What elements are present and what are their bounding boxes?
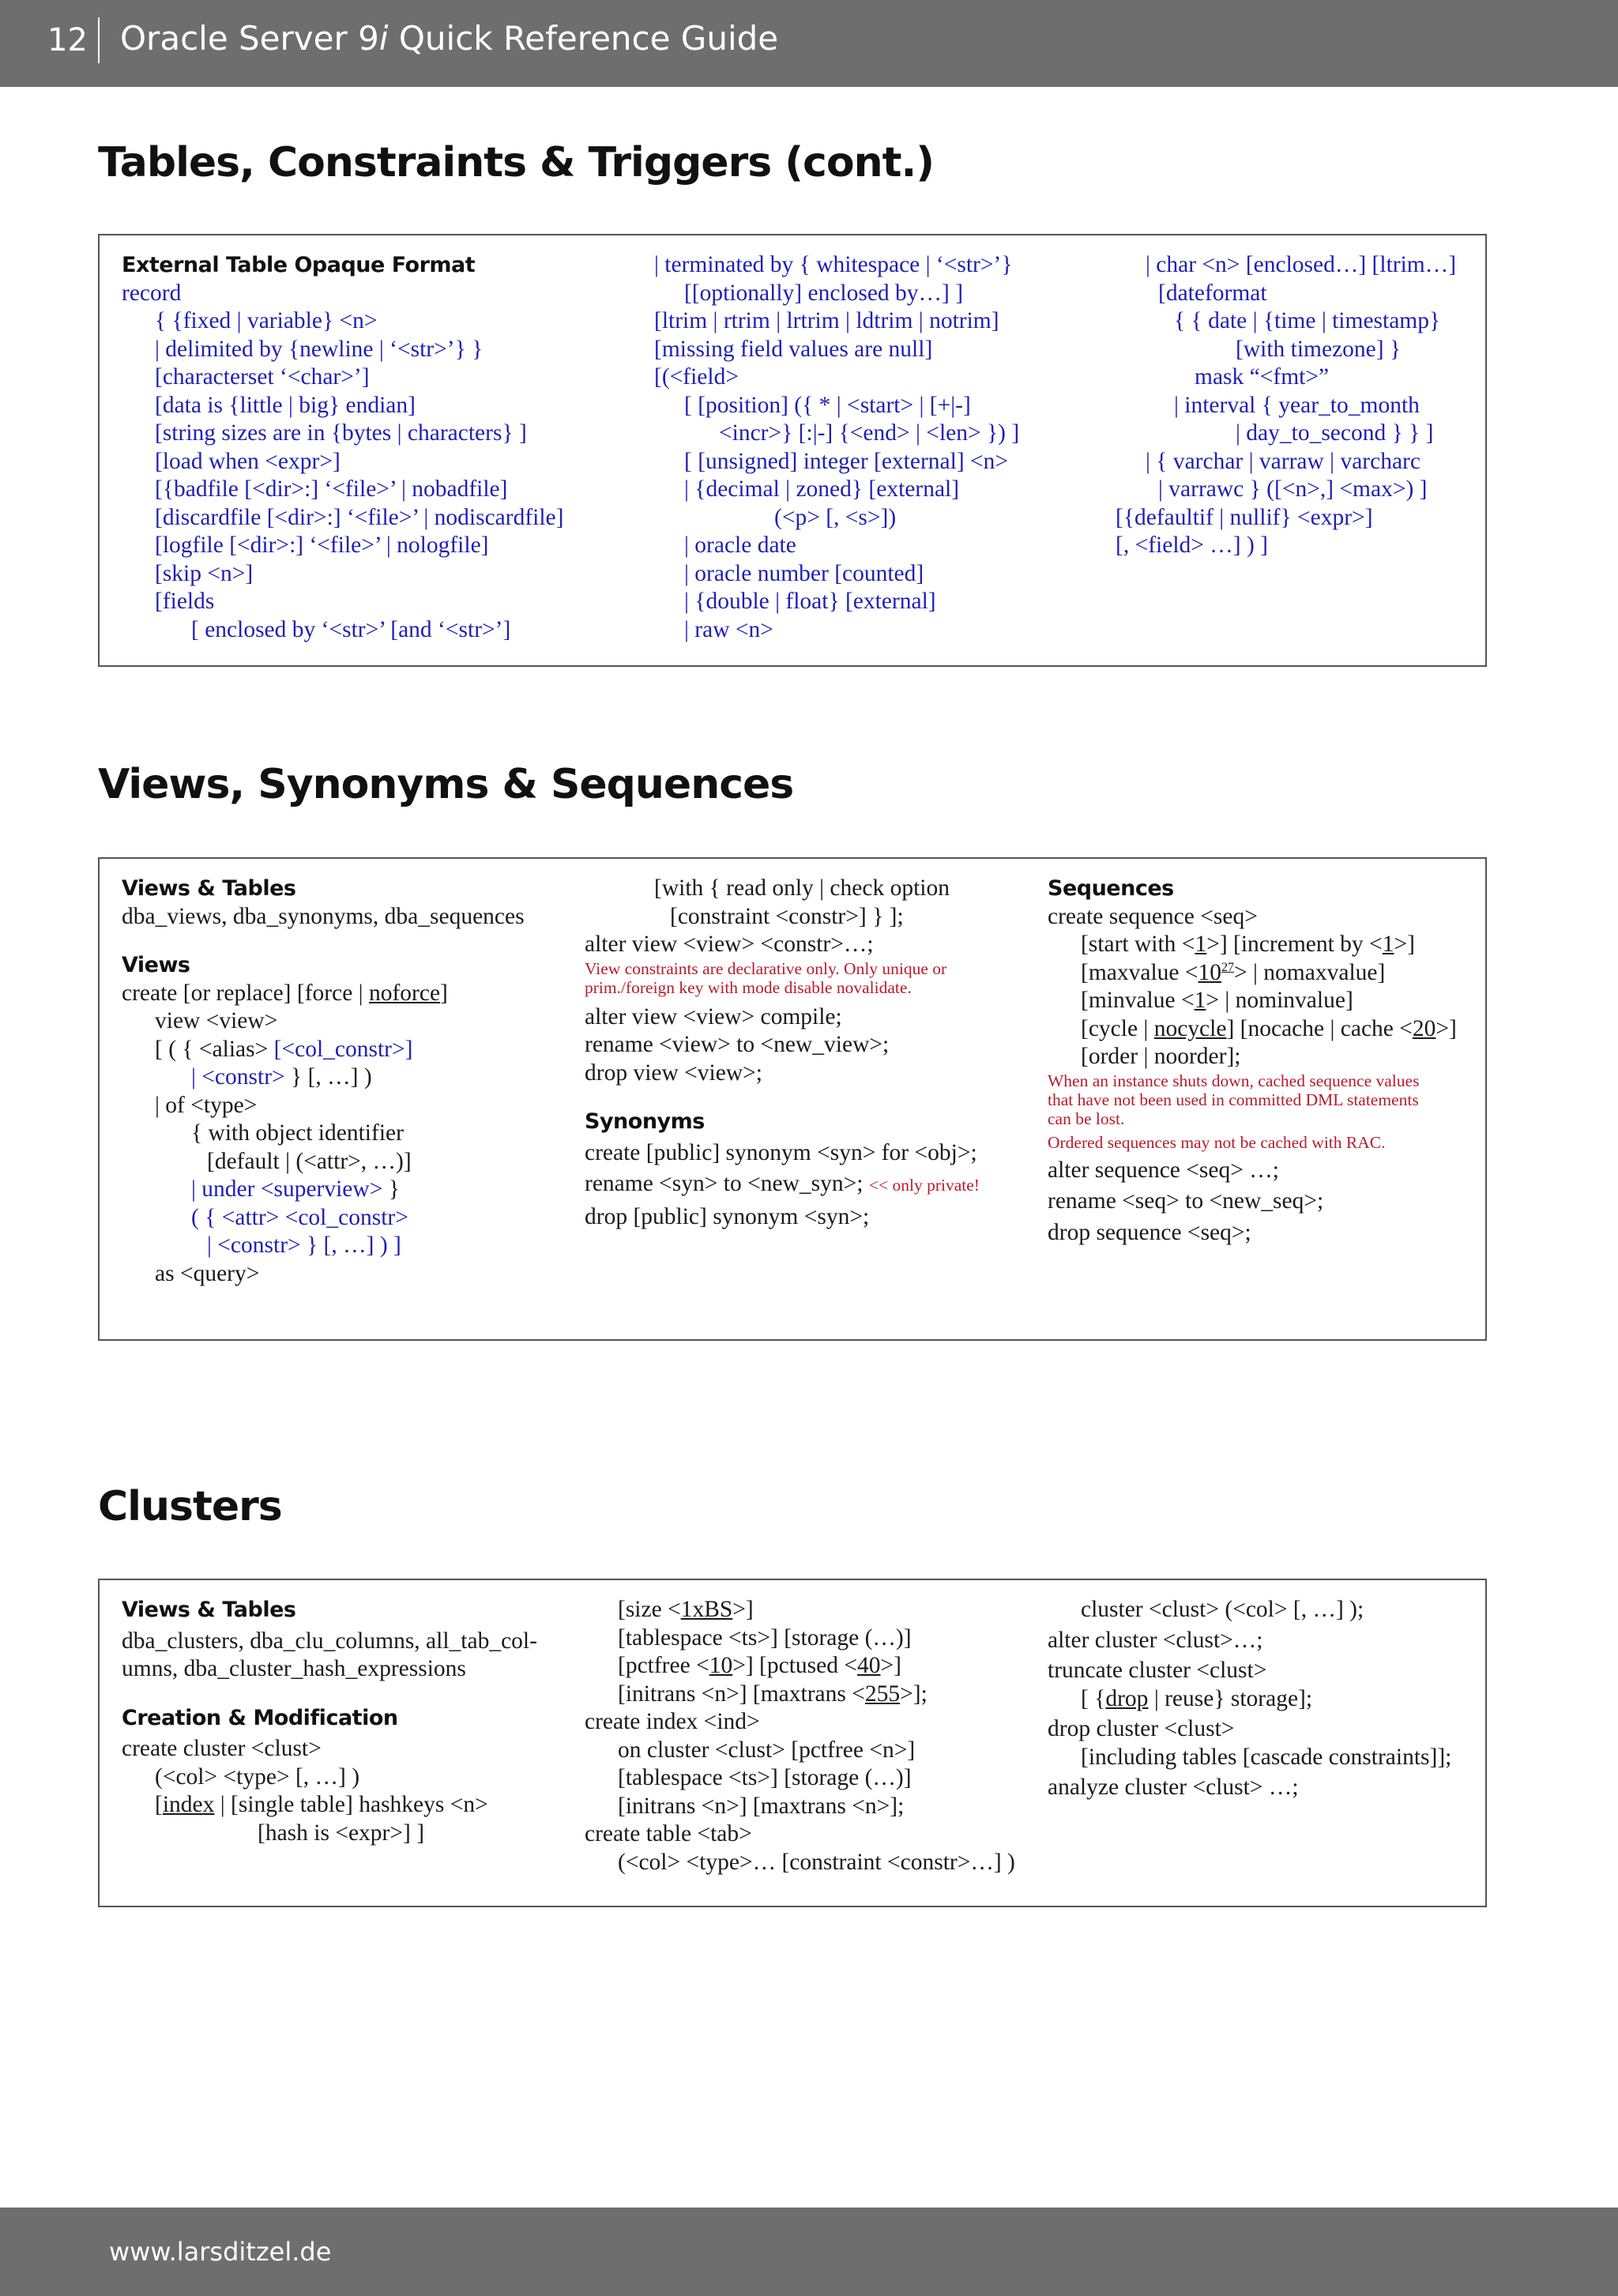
sequences-heading: Sequences [1048, 876, 1174, 901]
syntax-line: (<col> <type> [, …] ) [155, 1763, 360, 1790]
syntax-line: [index | [single table] hashkeys <n> [155, 1792, 488, 1817]
dictionary-views-text: dba_views, dba_synonyms, dba_sequences [122, 903, 525, 929]
syntax-line: [missing field values are null] [654, 336, 933, 362]
syntax-line: [start with <1>] [increment by <1>] [1081, 932, 1415, 957]
syntax-line: <incr>} [:|-] {<end> | <len> }) ] [719, 420, 1020, 446]
syntax-line: [initrans <n>] [maxtrans <255>]; [618, 1681, 928, 1707]
syntax-line: analyze cluster <clust> …; [1048, 1775, 1299, 1800]
syntax-line: [tablespace <ts>] [storage (…)] [618, 1765, 912, 1790]
clusters-col1 [122, 1596, 537, 1847]
opaque-format-col2 [654, 251, 1019, 644]
syntax-line: [ [unsigned] integer [external] <n> [684, 448, 1009, 474]
syntax-line: create [or replace] [force | noforce] [122, 980, 448, 1006]
syntax-line: [data is {little | big} endian] [155, 392, 416, 418]
syntax-line: [discardfile [<dir>:] ‘<file>’ | nodiscardfile] [155, 504, 564, 530]
views-col1 [122, 875, 525, 1288]
creation-modification-heading: Creation & Modification [122, 1705, 398, 1730]
syntax-line: [hash is <expr>] ] [258, 1820, 425, 1846]
syntax-line: | { varchar | varraw | varcharc [1146, 448, 1420, 474]
synonyms-heading: Synonyms [585, 1109, 705, 1134]
syntax-line: drop cluster <clust> [1048, 1716, 1235, 1741]
views-col2 [585, 875, 980, 1231]
syntax-line: alter cluster <clust>…; [1048, 1627, 1263, 1653]
opaque-format-col3 [1116, 251, 1456, 560]
syntax-line: [characterset ‘<char>’] [155, 364, 370, 390]
syntax-line: drop view <view>; [585, 1060, 762, 1086]
syntax-line: [including tables [cascade constraints]]; [1081, 1744, 1452, 1770]
syntax-line: [, <field> …] ) ] [1116, 533, 1269, 558]
note-text: prim./foreign key with mode disable novalidate. [585, 977, 912, 997]
syntax-line: [minvalue <1> | nominvalue] [1081, 988, 1353, 1013]
syntax-line: | interval { year_to_month [1174, 392, 1420, 418]
syntax-line: create table <tab> [585, 1821, 752, 1846]
syntax-line: truncate cluster <clust> [1048, 1658, 1267, 1683]
opaque-format-heading: External Table Opaque Format [122, 253, 476, 277]
syntax-line: alter view <view> <constr>…; [585, 932, 874, 957]
cluster-views-tables-heading: Views & Tables [122, 1598, 296, 1622]
syntax-line: [ ( { <alias> [<col_constr>] [155, 1036, 413, 1062]
syntax-line: [tablespace <ts>] [storage (…)] [618, 1624, 912, 1650]
section-heading-clusters: Clusters [98, 1483, 282, 1530]
syntax-line: rename <syn> to <new_syn>; << only private! [585, 1171, 980, 1196]
syntax-line: create cluster <clust> [122, 1736, 322, 1761]
note-text: View constraints are declarative only. Only unique or [585, 958, 947, 978]
syntax-line: [(<field> [654, 364, 739, 390]
note-text: that have not been used in committed DML statements [1048, 1090, 1419, 1109]
website-link[interactable]: www.larsditzel.de [109, 2237, 332, 2267]
syntax-line: [default | (<attr>, …)] [207, 1148, 412, 1174]
syntax-line: { { date | {time | timestamp} [1174, 308, 1441, 333]
note-text: Ordered sequences may not be cached with RAC. [1048, 1132, 1386, 1152]
syntax-line: [cycle | nocycle] [nocache | cache <20>] [1081, 1015, 1457, 1041]
syntax-line: [{badfile [<dir>:] ‘<file>’ | nobadfile] [155, 476, 508, 502]
syntax-line: rename <seq> to <new_seq>; [1048, 1188, 1324, 1214]
syntax-line: | <constr> } [, …] ) [191, 1064, 372, 1090]
header-divider [98, 17, 100, 63]
syntax-line: on cluster <clust> [pctfree <n>] [618, 1737, 916, 1763]
syntax-line: | of <type> [155, 1092, 258, 1118]
syntax-line: rename <view> to <new_view>; [585, 1032, 890, 1057]
syntax-line: alter view <view> compile; [585, 1003, 842, 1029]
syntax-line: create [public] synonym <syn> for <obj>; [585, 1139, 977, 1165]
page-number: 12 [47, 22, 88, 58]
syntax-line: cluster <clust> (<col> [, …] ); [1081, 1597, 1364, 1622]
syntax-line: [with { read only | check option [654, 875, 950, 901]
syntax-line: [ enclosed by ‘<str>’ [and ‘<str>’] [191, 616, 511, 642]
syntax-line: [maxvalue $<10^{27}>$ | nomaxvalue] [1081, 959, 1386, 985]
syntax-line: | char <n> [enclosed…] [ltrim…] [1146, 252, 1457, 277]
syntax-line: [string sizes are in {bytes | characters} ] [155, 420, 527, 446]
syntax-line: (<col> <type>… [constraint <constr>…] ) [618, 1849, 1015, 1875]
spacer [585, 1087, 980, 1108]
syntax-line: [skip <n>] [155, 560, 254, 586]
syntax-line: [ [position] ({ * | <start> | [+|-] [684, 392, 971, 418]
external-table-box [98, 234, 1487, 667]
syntax-line: view <view> [155, 1008, 278, 1033]
spacer [122, 1684, 537, 1704]
syntax-line: [with timezone] } [1236, 336, 1402, 362]
syntax-line: [ {drop | reuse} storage]; [1081, 1685, 1313, 1711]
syntax-line: [order | noorder]; [1081, 1044, 1241, 1069]
syntax-line: [constraint <constr>] } ]; [670, 903, 904, 929]
opaque-format-col1 [122, 251, 563, 644]
section-heading-views: Views, Synonyms & Sequences [98, 761, 794, 808]
syntax-line: | oracle number [counted] [684, 560, 924, 586]
syntax-line: [ltrim | rtrim | lrtrim | ldtrim | notrim] [654, 308, 999, 333]
dictionary-views-text: dba_clusters, dba_clu_columns, all_tab_col- [122, 1628, 537, 1654]
syntax-line: | terminated by { whitespace | ‘<str>’} [654, 252, 1013, 277]
syntax-line: [size <1xBS>] [618, 1597, 754, 1622]
syntax-line: | delimited by {newline | ‘<str>’} } [155, 336, 484, 362]
syntax-line: [{defaultif | nullif} <expr>] [1116, 504, 1373, 530]
syntax-line: create sequence <seq> [1048, 903, 1258, 929]
syntax-line: [pctfree <10>] [pctused <40>] [618, 1653, 901, 1678]
syntax-line: [load when <expr>] [155, 448, 341, 474]
syntax-line: mask “<fmt>” [1195, 364, 1330, 390]
syntax-line: as <query> [155, 1260, 260, 1286]
header-bar [0, 0, 1618, 87]
clusters-box [98, 1579, 1487, 1907]
syntax-line: | varrawc } ([<n>,] <max>) ] [1158, 476, 1428, 502]
note-text: When an instance shuts down, cached sequence values [1048, 1071, 1420, 1090]
document-title: Oracle Server 9i Quick Reference Guide [120, 19, 779, 58]
views-tables-heading: Views & Tables [122, 876, 296, 901]
syntax-line: drop [public] synonym <syn>; [585, 1203, 870, 1229]
clusters-col2 [585, 1596, 1015, 1876]
syntax-line: [initrans <n>] [maxtrans <n>]; [618, 1793, 905, 1819]
footer-bar [0, 2208, 1618, 2296]
syntax-line: { {fixed | variable} <n> [155, 308, 378, 333]
syntax-line: drop sequence <seq>; [1048, 1219, 1251, 1245]
syntax-line: (<p> [, <s>]) [774, 504, 897, 530]
syntax-line: [dateformat [1158, 280, 1267, 306]
syntax-line: { with object identifier [191, 1120, 404, 1146]
syntax-line: | {double | float} [external] [684, 589, 936, 614]
syntax-line: record [122, 280, 182, 306]
syntax-line: ( { <attr> <col_constr> [191, 1204, 408, 1230]
syntax-line: | <constr> } [, …] ) ] [207, 1233, 401, 1258]
note-text: can be lost. [1048, 1108, 1125, 1128]
clusters-col3 [1048, 1596, 1451, 1802]
views-heading: Views [122, 953, 190, 977]
sequences-col [1048, 875, 1457, 1247]
syntax-line: [[optionally] enclosed by…] ] [684, 280, 964, 306]
views-synonyms-sequences-box [98, 857, 1487, 1341]
spacer [122, 931, 525, 951]
section-heading-tables: Tables, Constraints & Triggers (cont.) [98, 139, 934, 186]
syntax-line: | day_to_second } } ] [1236, 420, 1434, 446]
syntax-line: [logfile [<dir>:] ‘<file>’ | nologfile] [155, 533, 489, 558]
syntax-line: [fields [155, 589, 215, 614]
syntax-line: | oracle date [684, 533, 796, 558]
syntax-line: | under <superview> } [191, 1176, 400, 1202]
syntax-line: alter sequence <seq> …; [1048, 1157, 1279, 1183]
syntax-line: create index <ind> [585, 1709, 760, 1734]
syntax-line: | raw <n> [684, 616, 773, 642]
syntax-line: | {decimal | zoned} [external] [684, 476, 960, 502]
dictionary-views-text: umns, dba_cluster_hash_expressions [122, 1656, 466, 1681]
